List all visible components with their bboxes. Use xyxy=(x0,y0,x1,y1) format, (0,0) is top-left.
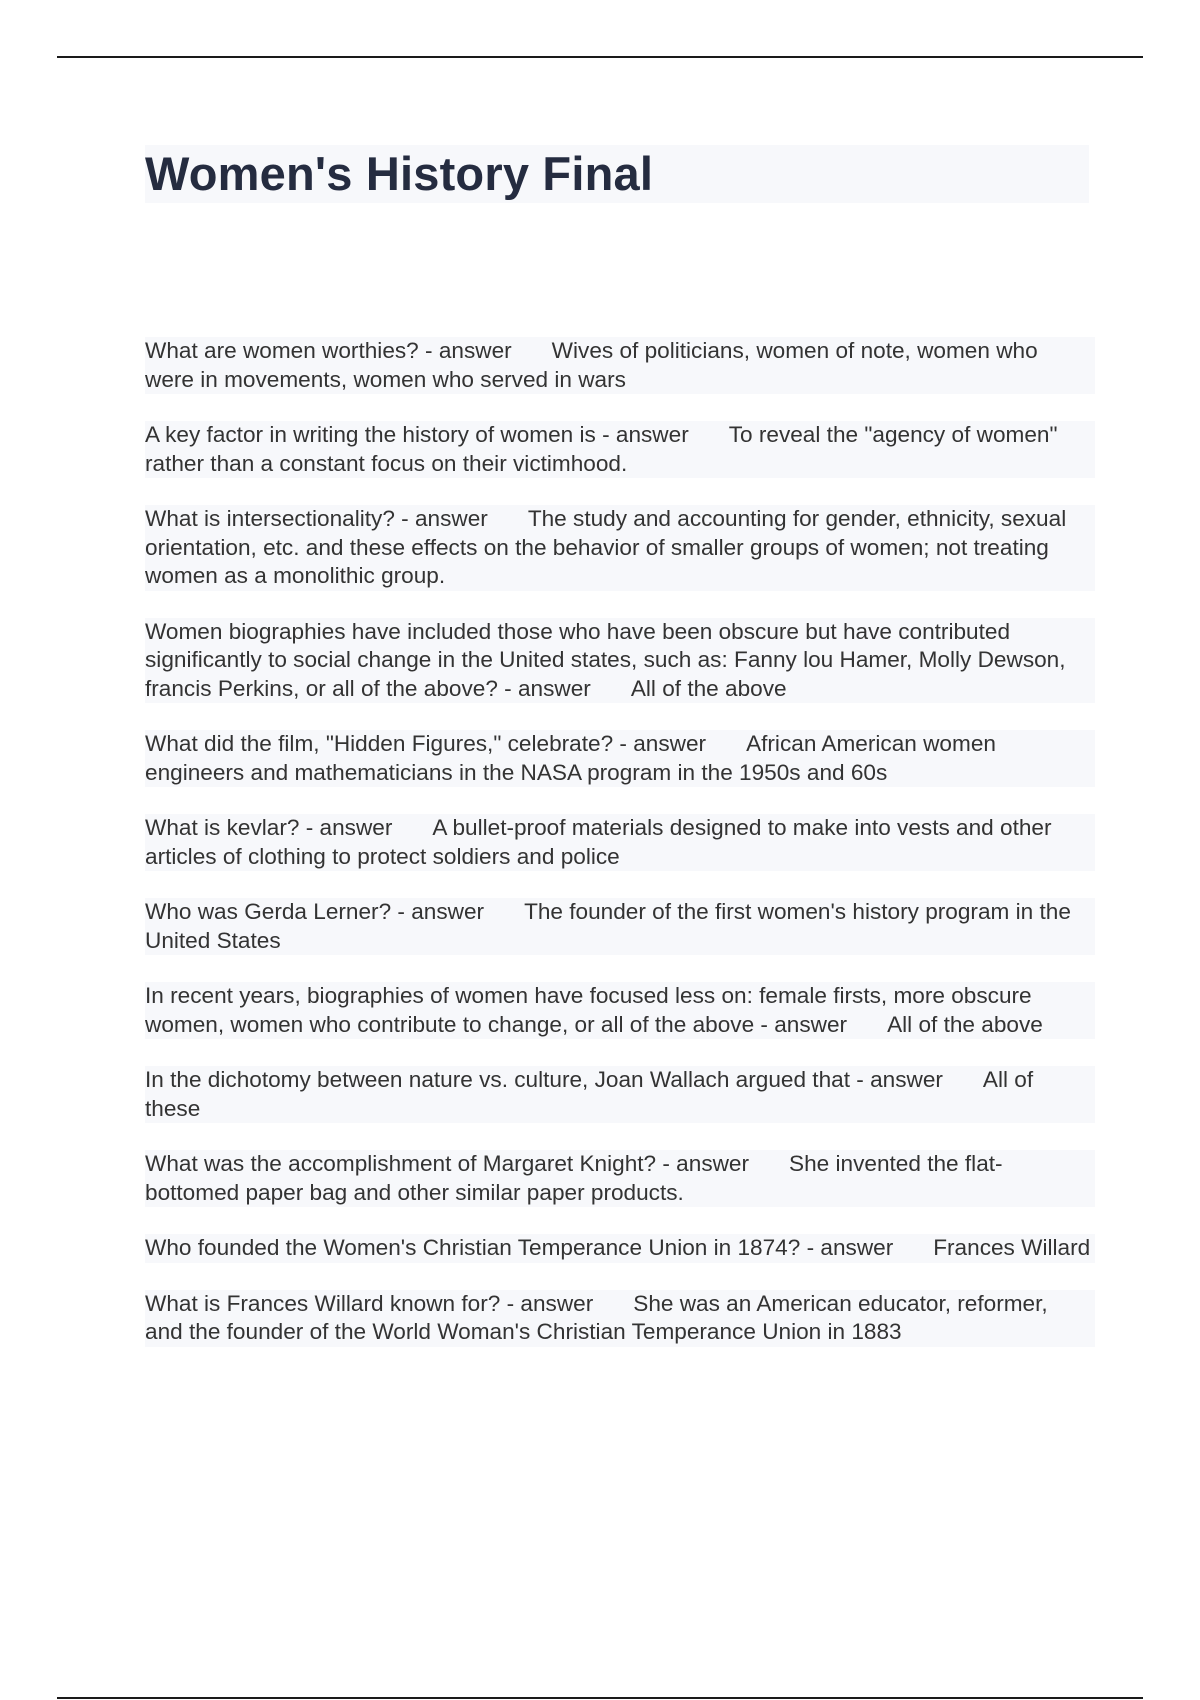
question-text: Who founded the Women's Christian Temperance Union in 1874? - answer xyxy=(145,1235,894,1260)
question-text: What are women worthies? - answer xyxy=(145,338,512,363)
footer-rule xyxy=(57,1697,1143,1699)
answer-text: The founder of the first women's history program in the United States xyxy=(145,899,1071,953)
qa-item xyxy=(145,505,1095,591)
question-text: What is kevlar? - answer xyxy=(145,815,393,840)
answer-text: Frances Willard xyxy=(933,1235,1091,1260)
answer-text: African American women engineers and mathematicians in the NASA program in the 1950s and 60s xyxy=(145,731,996,785)
qa-item xyxy=(145,730,1095,787)
answer-text: She was an American educator, reformer, and the founder of the World Woman's Christian Temperance Union in 1883 xyxy=(145,1290,1048,1344)
answer-text: Wives of politicians, women of note, women who were in movements, women who served in wars xyxy=(145,338,1038,392)
answer-text: All of the above xyxy=(630,675,787,701)
qa-item xyxy=(145,421,1095,478)
question-text: What is Frances Willard known for? - answer xyxy=(145,1290,594,1316)
question-text: What did the film, "Hidden Figures," celebrate? - answer xyxy=(145,731,707,756)
qa-item xyxy=(145,898,1095,955)
qa-item xyxy=(145,1066,1095,1123)
question-text: In recent years, biographies of women have focused less on: female firsts, more obscure women, women who contribute to change, or all of the above - answer xyxy=(145,983,1032,1037)
qa-list xyxy=(145,337,1095,1374)
qa-item xyxy=(145,1150,1095,1207)
qa-item xyxy=(145,814,1095,871)
answer-text: All of the above xyxy=(887,1011,1043,1037)
answer-text: The study and accounting for gender, ethnicity, sexual orientation, etc. and these effects on the behavior of smaller groups of women; not treating women as a monolithic group. xyxy=(145,506,1067,588)
page-title: Women's History Final xyxy=(145,147,654,200)
answer-text: A bullet-proof materials designed to make into vests and other articles of clothing to protect soldiers and police xyxy=(145,815,1052,869)
qa-item xyxy=(145,618,1095,704)
answer-text: To reveal the "agency of women" rather than a constant focus on their victimhood. xyxy=(145,422,1058,476)
qa-item xyxy=(145,337,1095,394)
question-text: In the dichotomy between nature vs. culture, Joan Wallach argued that - answer xyxy=(145,1067,943,1092)
qa-item xyxy=(145,982,1095,1039)
question-text: What is intersectionality? - answer xyxy=(145,506,488,531)
qa-item xyxy=(145,1234,1095,1263)
header-rule xyxy=(57,56,1143,58)
question-text: What was the accomplishment of Margaret Knight? - answer xyxy=(145,1151,750,1176)
qa-item xyxy=(145,1290,1095,1347)
question-text: Women biographies have included those who have been obscure but have contributed significantly to social change in the United states, such as: Fanny lou Hamer, Molly Dewson, francis Perkins, or all of the above? - answer xyxy=(145,618,1066,701)
answer-text: She invented the flat-bottomed paper bag and other similar paper products. xyxy=(145,1151,1003,1205)
question-text: Who was Gerda Lerner? - answer xyxy=(145,899,485,924)
answer-text: All of these xyxy=(145,1067,1034,1121)
question-text: A key factor in writing the history of women is - answer xyxy=(145,422,689,447)
